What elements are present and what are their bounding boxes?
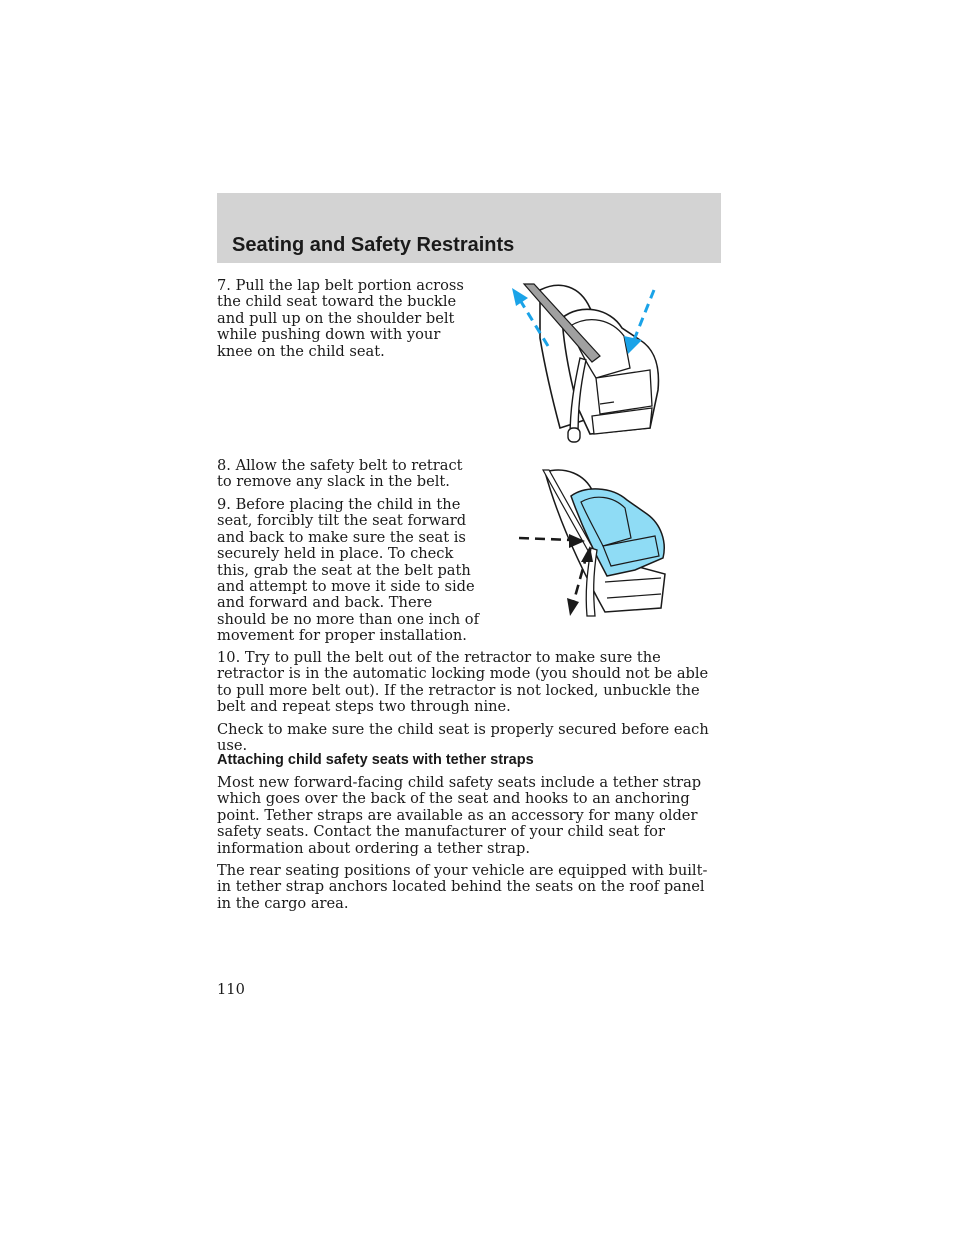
belt-tightening-illustration	[500, 278, 670, 446]
check-text: Check to make sure the child seat is properly secured before each use.	[217, 721, 709, 755]
step-10-text: 10. Try to pull the belt out of the retractor to make sure the retractor is in the automatic locking mode (you should not be able to pull more belt out). If the retractor is not locked, unbuckle the belt and repeat steps two through nine.	[217, 649, 709, 716]
seat-check-illustration	[515, 466, 675, 622]
step-8-text: 8. Allow the safety belt to retract to remove any slack in the belt.	[217, 457, 463, 491]
section-title: Seating and Safety Restraints	[232, 234, 515, 256]
tether-paragraph-1: Most new forward-facing child safety seats include a tether strap which goes over the back of the seat and hooks to an anchoring point. Tether straps are available as an accessory for many older safety seats. Contact the manufacturer of your child seat for information about ordering a tether strap.	[217, 774, 702, 857]
step-9-text: 9. Before placing the child in the seat, forcibly tilt the seat forward and back to make sure the seat is securely held in place. To check this, grab the seat at the belt path and attempt to move it side to side and forward and back. There should be no more than one inch of movement for proper installation.	[217, 496, 479, 645]
tether-paragraph-2: The rear seating positions of your vehicle are equipped with built-in tether strap anchors located behind the seats on the roof panel in the cargo area.	[217, 862, 708, 912]
step-7-text: 7. Pull the lap belt portion across the child seat toward the buckle and pull up on the shoulder belt while pushing down with your knee on the child seat.	[217, 277, 464, 360]
tether-section-heading: Attaching child safety seats with tether straps	[217, 752, 534, 768]
section-header-band	[217, 193, 721, 263]
page-number: 110	[217, 981, 245, 998]
